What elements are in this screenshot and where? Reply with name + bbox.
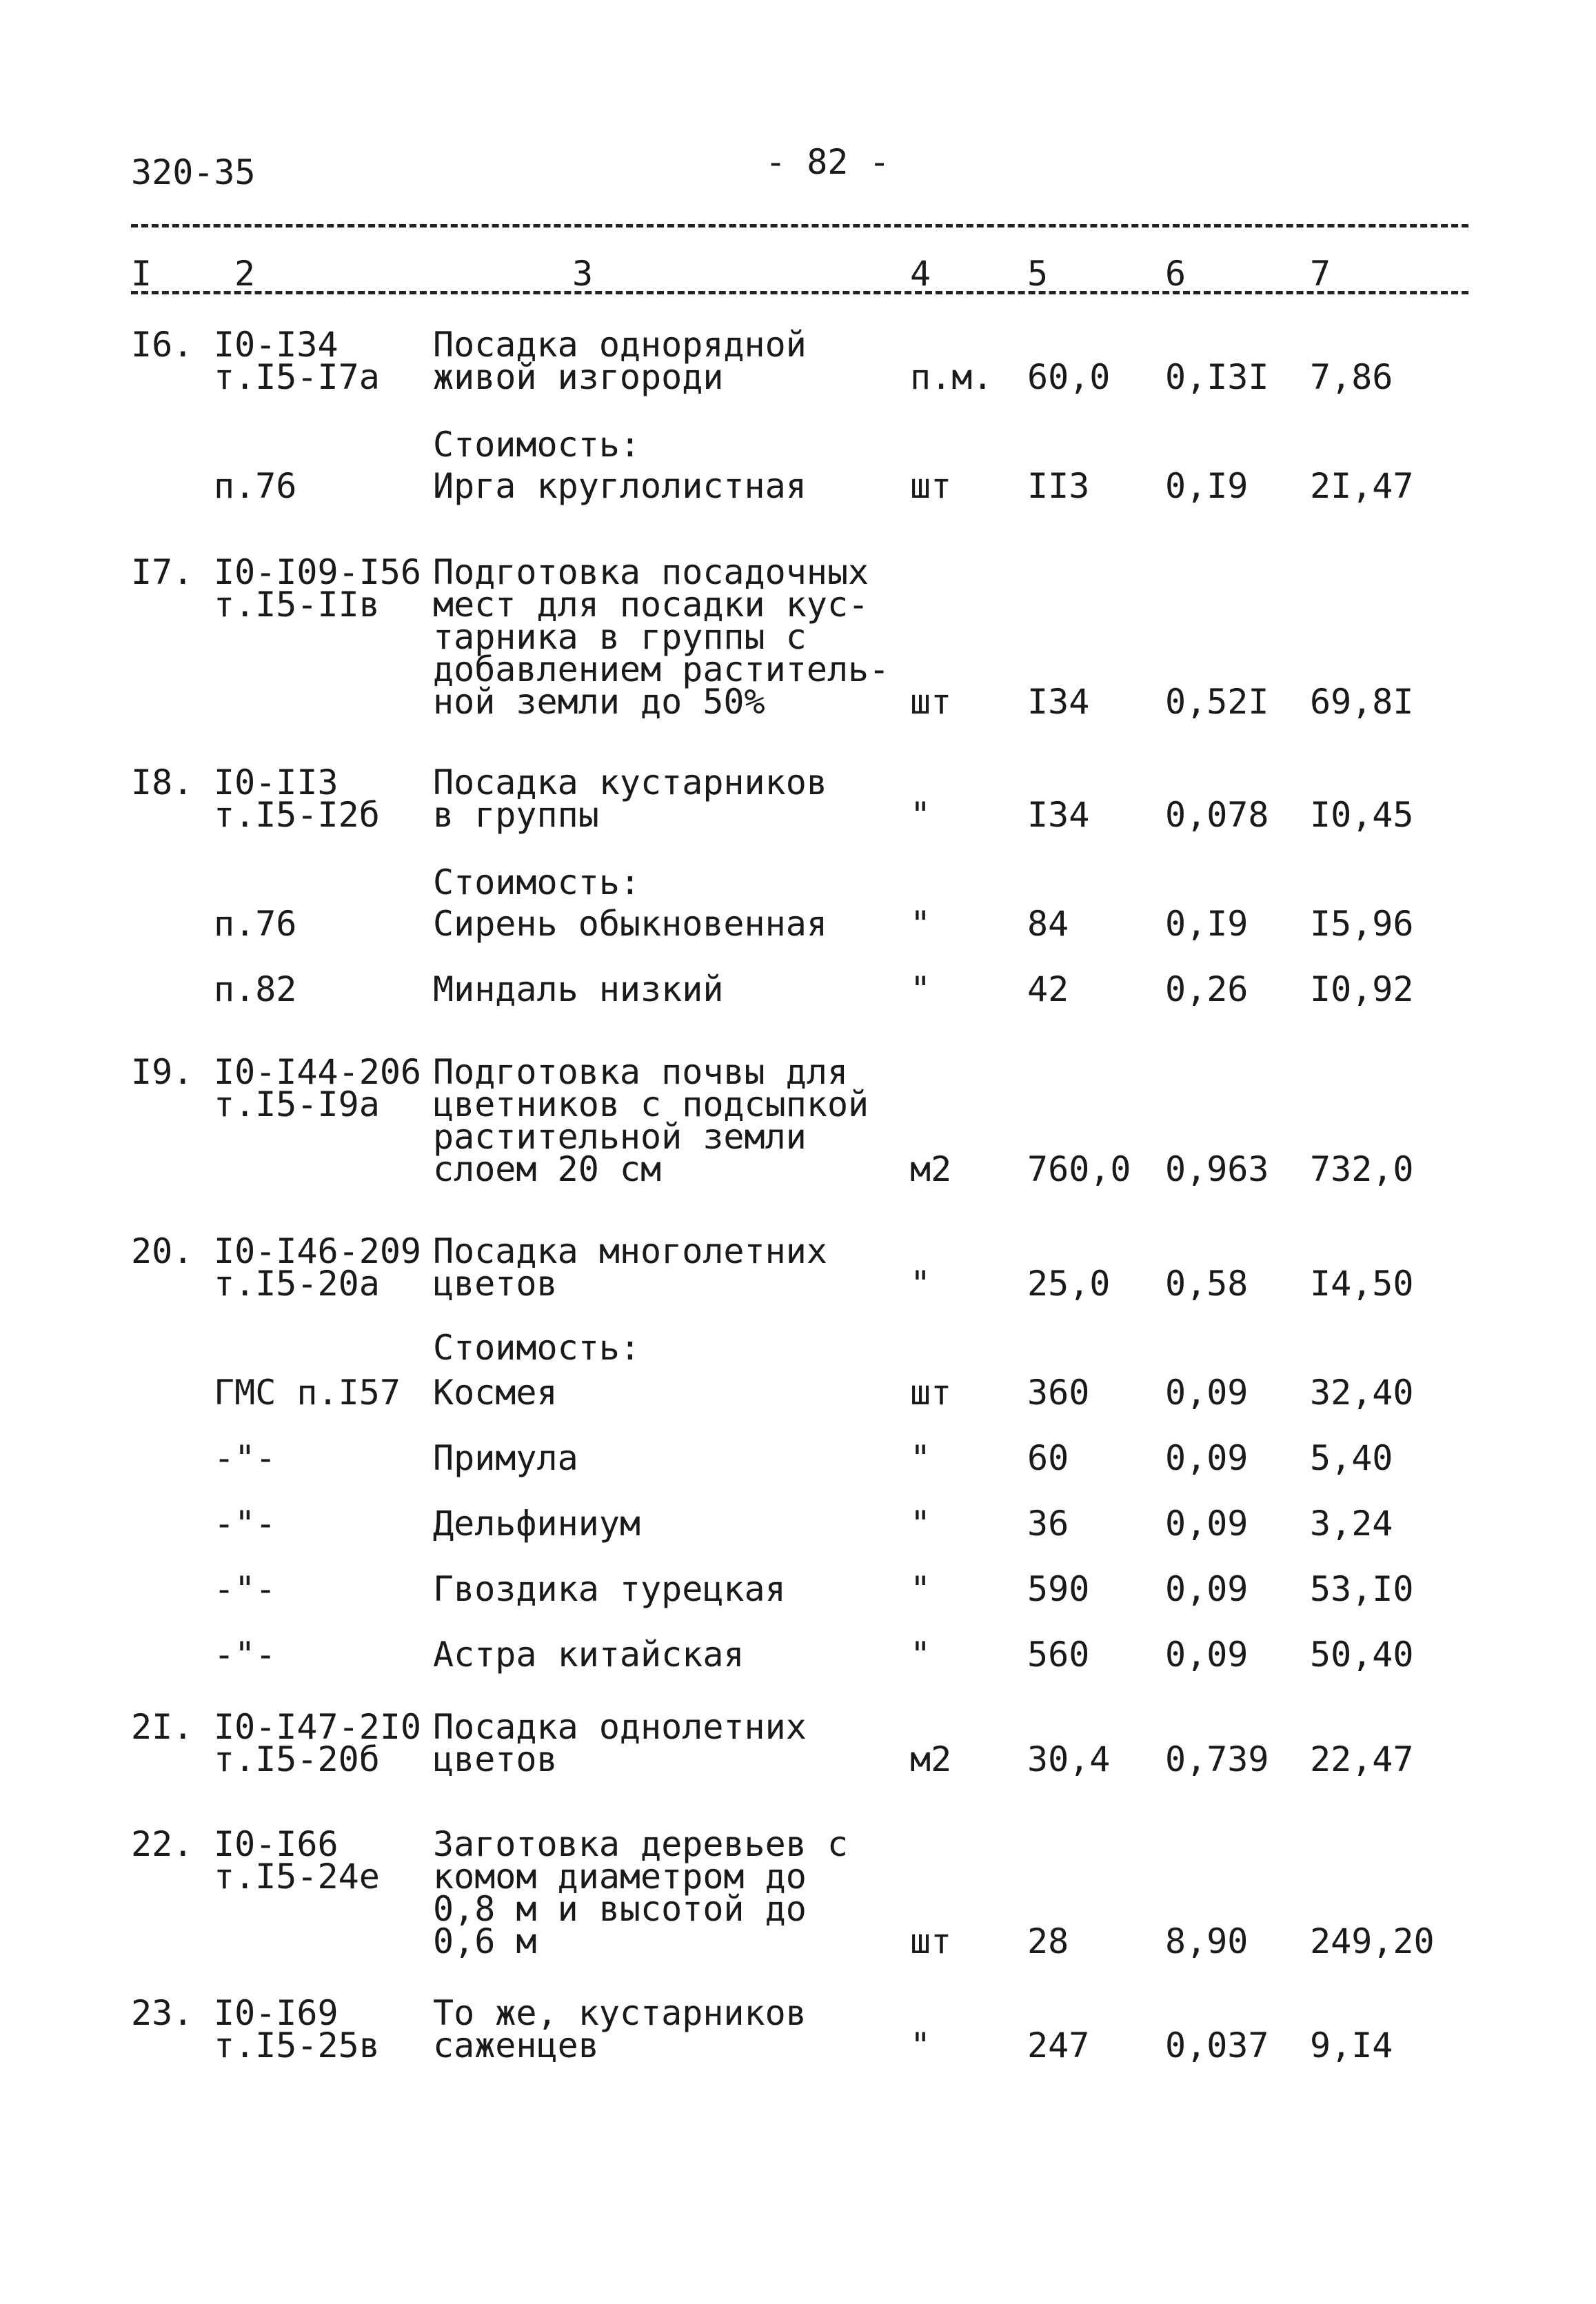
work-description-line: 0,8 м и высотой до xyxy=(433,1889,807,1929)
norm-code: I0-I44-206 xyxy=(214,1052,422,1092)
work-description-line: То же, кустарников xyxy=(433,1993,807,2033)
quantity-cell: 560 xyxy=(1027,1635,1090,1675)
total-cell: I5,96 xyxy=(1310,904,1414,944)
unit-rate-cell: 0,963 xyxy=(1165,1149,1269,1189)
unit-rate-cell: 0,09 xyxy=(1165,1504,1249,1544)
row-number: 20. xyxy=(131,1231,194,1271)
row-number: 23. xyxy=(131,1993,194,2033)
unit-cell: " xyxy=(910,904,931,944)
norm-code: I0-I47-2I0 xyxy=(214,1707,422,1747)
work-description-line: Стоимость: xyxy=(433,425,641,465)
work-description-line: Дельфиниум xyxy=(433,1504,641,1544)
work-description-line: тарника в группы с xyxy=(433,617,807,657)
top-rule xyxy=(131,224,1468,228)
unit-cell: " xyxy=(910,1504,931,1544)
work-description-line: Стоимость: xyxy=(433,1328,641,1368)
table-code: т.I5-I9а xyxy=(214,1084,380,1124)
row-number: 2I. xyxy=(131,1707,194,1747)
quantity-cell: 760,0 xyxy=(1027,1149,1131,1189)
quantity-cell: 30,4 xyxy=(1027,1739,1111,1779)
unit-rate-cell: 0,I9 xyxy=(1165,466,1249,506)
table-code: т.I5-I7а xyxy=(214,357,380,397)
norm-code: п.82 xyxy=(214,969,297,1009)
row-number: I6. xyxy=(131,325,194,365)
norm-code: I0-I66 xyxy=(214,1824,339,1864)
doc-code: 320-35 xyxy=(131,152,256,192)
norm-code: I0-I34 xyxy=(214,325,339,365)
work-description-line: Астра китайская xyxy=(433,1635,745,1675)
norm-code: -"- xyxy=(214,1569,276,1609)
work-description-line: Посадка однорядной xyxy=(433,325,807,365)
unit-cell: п.м. xyxy=(910,357,993,397)
column-number-3: 3 xyxy=(572,254,594,294)
total-cell: I0,45 xyxy=(1310,795,1414,835)
quantity-cell: 84 xyxy=(1027,904,1069,944)
work-description-line: Примула xyxy=(433,1438,578,1478)
total-cell: 22,47 xyxy=(1310,1739,1414,1779)
work-description-line: цветников с подсыпкой xyxy=(433,1084,869,1124)
unit-rate-cell: 0,09 xyxy=(1165,1373,1249,1413)
total-cell: I0,92 xyxy=(1310,969,1414,1009)
column-number-7: 7 xyxy=(1310,254,1331,294)
table-code: т.I5-24е xyxy=(214,1857,380,1897)
work-description-line: Посадка многолетних xyxy=(433,1231,827,1271)
unit-rate-cell: 0,037 xyxy=(1165,2025,1269,2065)
unit-rate-cell: 0,078 xyxy=(1165,795,1269,835)
table-code: т.I5-20а xyxy=(214,1264,380,1304)
unit-rate-cell: 0,52I xyxy=(1165,682,1269,722)
work-description-line: Подготовка посадочных xyxy=(433,552,869,592)
quantity-cell: 60 xyxy=(1027,1438,1069,1478)
total-cell: 7,86 xyxy=(1310,357,1393,397)
column-number-1: I xyxy=(131,254,152,294)
work-description-line: в группы xyxy=(433,795,599,835)
unit-rate-cell: 0,739 xyxy=(1165,1739,1269,1779)
norm-code: п.76 xyxy=(214,904,297,944)
quantity-cell: 25,0 xyxy=(1027,1264,1111,1304)
quantity-cell: I34 xyxy=(1027,795,1090,835)
page-number: - 82 - xyxy=(765,142,890,182)
unit-cell: " xyxy=(910,1264,931,1304)
work-description-line: живой изгороди xyxy=(433,357,724,397)
work-description-line: цветов xyxy=(433,1264,558,1304)
work-description-line: 0,6 м xyxy=(433,1921,537,1961)
norm-code: ГМС п.I57 xyxy=(214,1373,401,1413)
total-cell: 732,0 xyxy=(1310,1149,1414,1189)
norm-code: I0-I46-209 xyxy=(214,1231,422,1271)
work-description-line: Миндаль низкий xyxy=(433,969,724,1009)
norm-code: п.76 xyxy=(214,466,297,506)
unit-cell: " xyxy=(910,2025,931,2065)
work-description-line: Стоимость: xyxy=(433,862,641,902)
column-number-6: 6 xyxy=(1165,254,1186,294)
total-cell: I4,50 xyxy=(1310,1264,1414,1304)
norm-code: I0-II3 xyxy=(214,762,339,802)
unit-rate-cell: 8,90 xyxy=(1165,1921,1249,1961)
unit-rate-cell: 0,09 xyxy=(1165,1438,1249,1478)
total-cell: 50,40 xyxy=(1310,1635,1414,1675)
unit-cell: шт xyxy=(910,1921,952,1961)
work-description-line: Подготовка почвы для xyxy=(433,1052,849,1092)
column-number-4: 4 xyxy=(910,254,931,294)
unit-cell: шт xyxy=(910,466,952,506)
unit-rate-cell: 0,26 xyxy=(1165,969,1249,1009)
total-cell: 5,40 xyxy=(1310,1438,1393,1478)
total-cell: 249,20 xyxy=(1310,1921,1435,1961)
column-number-2: 2 xyxy=(234,254,256,294)
table-code: т.I5-I2б xyxy=(214,795,380,835)
work-description-line: Гвоздика турецкая xyxy=(433,1569,786,1609)
work-description-line: комом диаметром до xyxy=(433,1857,807,1897)
work-description-line: растительной земли xyxy=(433,1117,807,1157)
quantity-cell: II3 xyxy=(1027,466,1090,506)
unit-cell: " xyxy=(910,795,931,835)
norm-code: I0-I09-I56 xyxy=(214,552,422,592)
work-description-line: Космея xyxy=(433,1373,558,1413)
total-cell: 53,I0 xyxy=(1310,1569,1414,1609)
work-description-line: слоем 20 см xyxy=(433,1149,662,1189)
total-cell: 9,I4 xyxy=(1310,2025,1393,2065)
unit-rate-cell: 0,09 xyxy=(1165,1569,1249,1609)
row-number: I8. xyxy=(131,762,194,802)
norm-code: -"- xyxy=(214,1504,276,1544)
norm-code: I0-I69 xyxy=(214,1993,339,2033)
unit-cell: " xyxy=(910,1635,931,1675)
unit-rate-cell: 0,09 xyxy=(1165,1635,1249,1675)
unit-cell: " xyxy=(910,969,931,1009)
work-description-line: мест для посадки кус- xyxy=(433,585,869,625)
quantity-cell: I34 xyxy=(1027,682,1090,722)
quantity-cell: 247 xyxy=(1027,2025,1090,2065)
unit-cell: м2 xyxy=(910,1149,952,1189)
quantity-cell: 590 xyxy=(1027,1569,1090,1609)
work-description-line: Сирень обыкновенная xyxy=(433,904,827,944)
row-number: I9. xyxy=(131,1052,194,1092)
column-number-5: 5 xyxy=(1027,254,1049,294)
unit-rate-cell: 0,58 xyxy=(1165,1264,1249,1304)
work-description-line: Посадка однолетних xyxy=(433,1707,807,1747)
work-description-line: Посадка кустарников xyxy=(433,762,827,802)
work-description-line: саженцев xyxy=(433,2025,599,2065)
unit-cell: шт xyxy=(910,682,952,722)
total-cell: 2I,47 xyxy=(1310,466,1414,506)
unit-rate-cell: 0,I9 xyxy=(1165,904,1249,944)
work-description-line: Ирга круглолистная xyxy=(433,466,807,506)
unit-cell: " xyxy=(910,1569,931,1609)
unit-cell: шт xyxy=(910,1373,952,1413)
total-cell: 32,40 xyxy=(1310,1373,1414,1413)
unit-cell: " xyxy=(910,1438,931,1478)
work-description-line: цветов xyxy=(433,1739,558,1779)
norm-code: -"- xyxy=(214,1635,276,1675)
norm-code: -"- xyxy=(214,1438,276,1478)
work-description-line: ной земли до 50% xyxy=(433,682,765,722)
table-code: т.I5-IIв xyxy=(214,585,380,625)
quantity-cell: 28 xyxy=(1027,1921,1069,1961)
work-description-line: Заготовка деревьев с xyxy=(433,1824,849,1864)
total-cell: 69,8I xyxy=(1310,682,1414,722)
quantity-cell: 42 xyxy=(1027,969,1069,1009)
table-code: т.I5-25в xyxy=(214,2025,380,2065)
work-description-line: добавлением раститель- xyxy=(433,649,890,689)
unit-rate-cell: 0,I3I xyxy=(1165,357,1269,397)
unit-cell: м2 xyxy=(910,1739,952,1779)
quantity-cell: 60,0 xyxy=(1027,357,1111,397)
row-number: 22. xyxy=(131,1824,194,1864)
header-rule xyxy=(131,291,1468,294)
quantity-cell: 36 xyxy=(1027,1504,1069,1544)
total-cell: 3,24 xyxy=(1310,1504,1393,1544)
quantity-cell: 360 xyxy=(1027,1373,1090,1413)
row-number: I7. xyxy=(131,552,194,592)
table-code: т.I5-20б xyxy=(214,1739,380,1779)
